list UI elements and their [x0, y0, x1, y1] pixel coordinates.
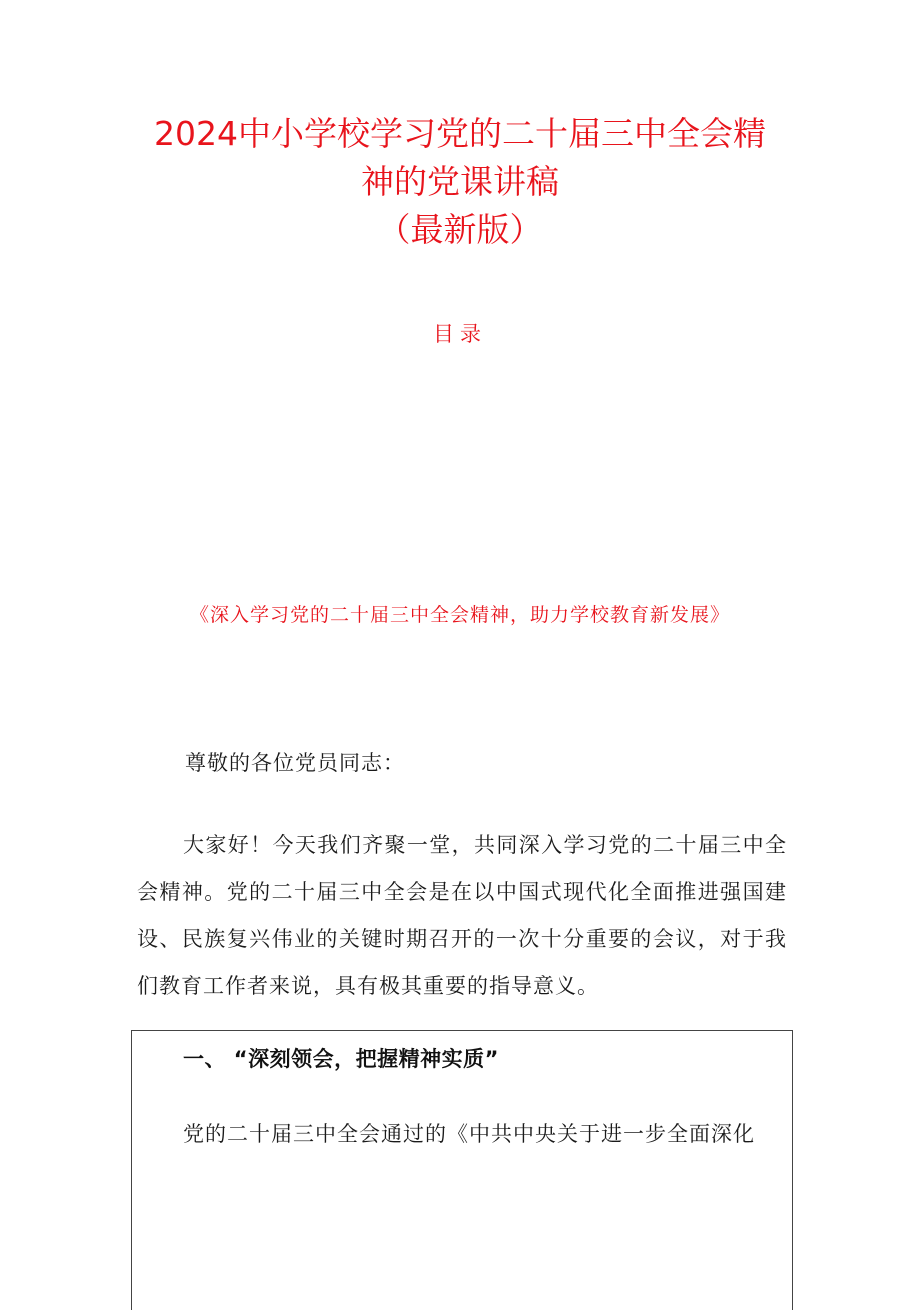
- document-title-line-2: 神的党课讲稿: [361, 162, 559, 201]
- toc-heading: 目录: [433, 322, 487, 346]
- body-paragraph: 大家好！今天我们齐聚一堂，共同深入学习党的二十届三中全会精神。党的二十届三中全会是在以中国式现代化全面推进强国建设、民族复兴伟业的关键时期召开的一次十分重要的会议，对于我们教育工作者来说，具有极其重要的指导意义。: [137, 833, 787, 998]
- section-heading: 一、 “深刻领会，把握精神实质”: [183, 1047, 499, 1071]
- salutation: 尊敬的各位党员同志：: [185, 751, 405, 775]
- document-title-line-1: 2024中小学校学习党的二十届三中全会精: [154, 114, 766, 153]
- document-title-line-3: （最新版）: [377, 210, 543, 249]
- section-paragraph: 党的二十届三中全会通过的《中共中央关于进一步全面深化: [183, 1122, 755, 1146]
- toc-item: 《深入学习党的二十届三中全会精神，助力学校教育新发展》: [189, 604, 730, 626]
